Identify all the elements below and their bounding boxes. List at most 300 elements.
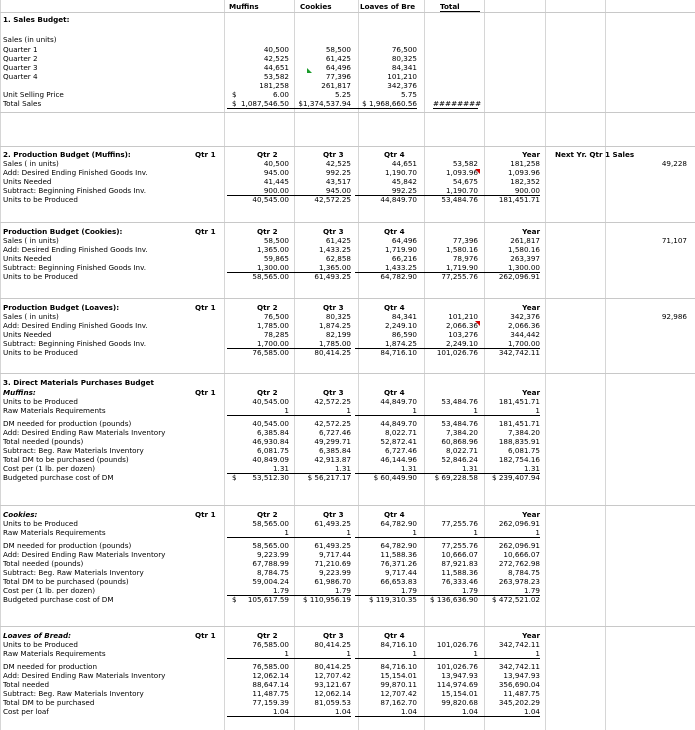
row-label[interactable]: DM needed for production (pounds): [3, 419, 132, 428]
value-cell[interactable]: 77,255.76: [441, 519, 478, 528]
value-cell[interactable]: $1,374,537.94: [285, 99, 351, 109]
value-cell[interactable]: 5.25: [334, 90, 351, 99]
row-label[interactable]: Subtract: Beg. Raw Materials Inventory: [3, 446, 144, 455]
row-label[interactable]: Raw Materials Requirements: [3, 649, 106, 658]
dollar-sign[interactable]: $: [232, 595, 237, 604]
value-cell[interactable]: 44,849.70: [380, 419, 417, 428]
next-year-sales[interactable]: 49,228: [661, 159, 687, 168]
value-cell[interactable]: 60,868.96: [441, 437, 478, 446]
value-cell[interactable]: 80,325: [391, 54, 417, 63]
value-cell[interactable]: 87,921.83: [441, 559, 478, 568]
value-cell[interactable]: $ 1,968,660.56: [350, 99, 417, 109]
value-cell[interactable]: 9,717.44: [318, 550, 351, 559]
value-cell[interactable]: 77,159.39: [252, 698, 289, 707]
value-cell[interactable]: 101,210: [387, 72, 417, 81]
value-cell[interactable]: 188,835.91: [498, 437, 540, 446]
row-label[interactable]: DM needed for production (pounds): [3, 541, 132, 550]
value-cell[interactable]: 13,947.93: [503, 671, 540, 680]
quarter-header[interactable]: Year: [522, 150, 540, 159]
row-label[interactable]: Sales (in units): [3, 35, 57, 44]
row-label[interactable]: Units to be Produced: [3, 195, 78, 204]
value-cell[interactable]: $ 239,407.94: [491, 473, 540, 482]
row-label[interactable]: Add: Desired Ending Raw Materials Inventory: [3, 550, 166, 559]
quarter-header[interactable]: Qtr 2: [257, 631, 278, 640]
value-cell[interactable]: $ 119,310.35: [368, 595, 417, 604]
value-cell[interactable]: $ 69,228.58: [434, 473, 478, 482]
quarter-header[interactable]: Qtr 1: [195, 388, 216, 397]
value-cell[interactable]: 54,675: [452, 177, 478, 186]
muffins-header[interactable]: Muffins: [229, 2, 259, 11]
value-cell[interactable]: 84,341: [391, 63, 417, 72]
value-cell[interactable]: 93,121.67: [314, 680, 351, 689]
value-cell[interactable]: 1: [478, 406, 540, 416]
value-cell[interactable]: $ 110,956.19: [302, 595, 351, 604]
row-label[interactable]: Sales ( in units): [3, 236, 59, 245]
value-cell[interactable]: 40,849.09: [252, 455, 289, 464]
section-title[interactable]: 2. Production Budget (Muffins):: [3, 150, 131, 159]
value-cell[interactable]: 62,858: [325, 254, 351, 263]
value-cell[interactable]: 42,525: [325, 159, 351, 168]
value-cell[interactable]: 11,588.36: [441, 568, 478, 577]
value-cell[interactable]: 1: [227, 406, 289, 416]
value-cell[interactable]: 1,785.00: [289, 339, 351, 349]
row-label[interactable]: Total DM to be purchased: [3, 698, 95, 707]
value-cell[interactable]: 64,782.90: [380, 541, 417, 550]
value-cell[interactable]: 344,442: [510, 330, 540, 339]
row-label[interactable]: Total Sales: [3, 99, 42, 108]
value-cell[interactable]: 76,585.00: [252, 348, 289, 357]
value-cell[interactable]: 84,716.10: [380, 662, 417, 671]
row-label[interactable]: Units to be Produced: [3, 272, 78, 281]
row-label[interactable]: Quarter 2: [3, 54, 38, 63]
value-cell[interactable]: 11,487.75: [252, 689, 289, 698]
value-cell[interactable]: 80,414.25: [314, 640, 351, 649]
row-label[interactable]: Budgeted purchase cost of DM: [3, 595, 114, 604]
row-label[interactable]: Subtract: Beg. Raw Materials Inventory: [3, 568, 144, 577]
quarter-header[interactable]: Qtr 3: [323, 631, 344, 640]
row-label[interactable]: Sales ( in units): [3, 159, 59, 168]
value-cell[interactable]: 42,525: [263, 54, 289, 63]
value-cell[interactable]: 53,512.30: [252, 473, 289, 482]
value-cell[interactable]: 80,414.25: [314, 662, 351, 671]
quarter-header[interactable]: Qtr 4: [384, 303, 405, 312]
value-cell[interactable]: 61,493.25: [314, 272, 351, 281]
value-cell[interactable]: 76,500: [263, 312, 289, 321]
value-cell[interactable]: 1.79: [355, 586, 417, 596]
value-cell[interactable]: 1,580.16: [507, 245, 540, 254]
next-year-sales[interactable]: 71,107: [661, 236, 687, 245]
value-cell[interactable]: 53,582: [452, 159, 478, 168]
value-cell[interactable]: 1: [478, 528, 540, 538]
value-cell[interactable]: 1.04: [416, 707, 478, 717]
row-label[interactable]: Subtract: Beginning Finished Goods Inv.: [3, 263, 147, 272]
quarter-header[interactable]: Qtr 2: [257, 388, 278, 397]
value-cell[interactable]: 45,842: [391, 177, 417, 186]
value-cell[interactable]: 181,258: [259, 81, 289, 90]
row-label[interactable]: Units to be Produced: [3, 519, 78, 528]
row-label[interactable]: Quarter 1: [3, 45, 38, 54]
value-cell[interactable]: 342,742.11: [498, 348, 540, 357]
value-cell[interactable]: 58,565.00: [252, 519, 289, 528]
value-cell[interactable]: 181,451.71: [498, 397, 540, 406]
value-cell[interactable]: 77,255.76: [441, 272, 478, 281]
value-cell[interactable]: 945.00: [263, 168, 289, 177]
row-label[interactable]: Add: Desired Ending Finished Goods Inv.: [3, 245, 148, 254]
row-label[interactable]: Add: Desired Ending Finished Goods Inv.: [3, 168, 148, 177]
value-cell[interactable]: 181,258: [510, 159, 540, 168]
value-cell[interactable]: 1.79: [478, 586, 540, 596]
value-cell[interactable]: 1.04: [478, 707, 540, 717]
value-cell[interactable]: 42,572.25: [314, 397, 351, 406]
value-cell[interactable]: 5.75: [400, 90, 417, 99]
value-cell[interactable]: 81,059.53: [314, 698, 351, 707]
value-cell[interactable]: 53,484.76: [441, 195, 478, 204]
value-cell[interactable]: 64,782.90: [380, 272, 417, 281]
row-label[interactable]: Raw Materials Requirements: [3, 406, 106, 415]
row-label[interactable]: Unit Selling Price: [3, 90, 64, 99]
quarter-header[interactable]: Qtr 4: [384, 227, 405, 236]
value-cell[interactable]: 1.31: [478, 464, 540, 474]
value-cell[interactable]: 12,062.14: [252, 671, 289, 680]
row-label[interactable]: DM needed for production: [3, 662, 98, 671]
quarter-header[interactable]: Year: [522, 510, 540, 519]
quarter-header[interactable]: Qtr 2: [257, 227, 278, 236]
value-cell[interactable]: 262,096.91: [498, 541, 540, 550]
value-cell[interactable]: 1,093.96: [445, 168, 478, 177]
row-label[interactable]: Units Needed: [3, 177, 52, 186]
row-label[interactable]: Sales ( in units): [3, 312, 59, 321]
quarter-header[interactable]: Qtr 2: [257, 303, 278, 312]
value-cell[interactable]: 1: [416, 406, 478, 416]
value-cell[interactable]: 2,249.10: [416, 339, 478, 349]
row-label[interactable]: Cost per (1 lb. per dozen): [3, 586, 96, 595]
value-cell[interactable]: 1,433.25: [355, 263, 417, 273]
row-label[interactable]: Quarter 3: [3, 63, 38, 72]
quarter-header[interactable]: Qtr 1: [195, 150, 216, 159]
section-title[interactable]: 1. Sales Budget:: [3, 15, 70, 24]
row-label[interactable]: Subtract: Beginning Finished Goods Inv.: [3, 339, 147, 348]
quarter-header[interactable]: Qtr 3: [323, 303, 344, 312]
value-cell[interactable]: 49,299.71: [314, 437, 351, 446]
value-cell[interactable]: 77,255.76: [441, 541, 478, 550]
value-cell[interactable]: 1,190.70: [416, 186, 478, 196]
quarter-header[interactable]: Qtr 2: [257, 150, 278, 159]
value-cell[interactable]: 11,487.75: [503, 689, 540, 698]
value-cell[interactable]: 66,653.83: [380, 577, 417, 586]
value-cell[interactable]: 261,817: [321, 81, 351, 90]
value-cell[interactable]: 8,784.75: [507, 568, 540, 577]
next-year-sales[interactable]: 92,986: [661, 312, 687, 321]
value-cell[interactable]: 76,371.26: [380, 559, 417, 568]
value-cell[interactable]: 9,223.99: [256, 550, 289, 559]
value-cell[interactable]: 80,325: [325, 312, 351, 321]
value-cell[interactable]: 1: [416, 649, 478, 659]
dollar-sign[interactable]: $: [232, 473, 237, 482]
value-cell[interactable]: 1,700.00: [227, 339, 289, 349]
value-cell[interactable]: 61,986.70: [314, 577, 351, 586]
value-cell[interactable]: 1: [355, 406, 417, 416]
quarter-header[interactable]: Year: [522, 388, 540, 397]
value-cell[interactable]: 1.31: [289, 464, 351, 474]
value-cell[interactable]: 1: [478, 649, 540, 659]
value-cell[interactable]: 46,930.84: [252, 437, 289, 446]
value-cell[interactable]: 342,376: [387, 81, 417, 90]
value-cell[interactable]: 15,154.01: [380, 671, 417, 680]
value-cell[interactable]: 71,210.69: [314, 559, 351, 568]
value-cell[interactable]: 44,849.70: [380, 195, 417, 204]
quarter-header[interactable]: Qtr 3: [323, 510, 344, 519]
value-cell[interactable]: 58,565.00: [252, 272, 289, 281]
value-cell[interactable]: 342,376: [510, 312, 540, 321]
row-label[interactable]: Total DM to be purchased (pounds): [3, 577, 129, 586]
value-cell[interactable]: 1.79: [416, 586, 478, 596]
value-cell[interactable]: 15,154.01: [441, 689, 478, 698]
value-cell[interactable]: 58,500: [263, 236, 289, 245]
value-cell[interactable]: 43,517: [325, 177, 351, 186]
value-cell[interactable]: 101,210: [448, 312, 478, 321]
value-cell[interactable]: 86,590: [391, 330, 417, 339]
row-label[interactable]: Units to be Produced: [3, 397, 78, 406]
value-cell[interactable]: 87,162.70: [380, 698, 417, 707]
value-cell[interactable]: 40,500: [263, 45, 289, 54]
value-cell[interactable]: 66,216: [391, 254, 417, 263]
value-cell[interactable]: 262,096.91: [498, 272, 540, 281]
value-cell[interactable]: 61,425: [325, 54, 351, 63]
quarter-header[interactable]: Qtr 4: [384, 150, 405, 159]
value-cell[interactable]: 64,496: [325, 63, 351, 72]
value-cell[interactable]: 181,451.71: [498, 195, 540, 204]
value-cell[interactable]: 59,865: [263, 254, 289, 263]
value-cell[interactable]: 1,874.25: [355, 339, 417, 349]
value-cell[interactable]: 2,066.36: [507, 321, 540, 330]
section-title[interactable]: Production Budget (Loaves):: [3, 303, 120, 312]
value-cell[interactable]: 101,026.76: [436, 662, 478, 671]
row-label[interactable]: Quarter 4: [3, 72, 38, 81]
value-cell[interactable]: 58,565.00: [252, 541, 289, 550]
value-cell[interactable]: 12,707.42: [314, 671, 351, 680]
value-cell[interactable]: 1: [227, 649, 289, 659]
value-cell[interactable]: 1,719.90: [416, 263, 478, 273]
value-cell[interactable]: 263,397: [510, 254, 540, 263]
value-cell[interactable]: 1: [289, 406, 351, 416]
quarter-header[interactable]: Qtr 3: [323, 227, 344, 236]
value-cell[interactable]: 1.31: [416, 464, 478, 474]
quarter-header[interactable]: Qtr 1: [195, 631, 216, 640]
value-cell[interactable]: 1,087,546.50: [227, 99, 289, 109]
value-cell[interactable]: 84,341: [391, 312, 417, 321]
value-cell[interactable]: 8,784.75: [256, 568, 289, 577]
value-cell[interactable]: 64,782.90: [380, 519, 417, 528]
section-title[interactable]: Muffins:: [3, 388, 36, 397]
value-cell[interactable]: 342,742.11: [498, 640, 540, 649]
value-cell[interactable]: 76,585.00: [252, 640, 289, 649]
value-cell[interactable]: 103,276: [448, 330, 478, 339]
section-title[interactable]: 3. Direct Materials Purchases Budget: [3, 378, 154, 387]
value-cell[interactable]: 1: [289, 528, 351, 538]
value-cell[interactable]: 900.00: [227, 186, 289, 196]
value-cell[interactable]: 1.79: [289, 586, 351, 596]
row-label[interactable]: Units to be Produced: [3, 640, 78, 649]
value-cell[interactable]: 1.04: [355, 707, 417, 717]
value-cell[interactable]: 1: [227, 528, 289, 538]
value-cell[interactable]: 263,978.23: [498, 577, 540, 586]
value-cell[interactable]: 7,384.20: [507, 428, 540, 437]
quarter-header[interactable]: Qtr 2: [257, 510, 278, 519]
value-cell[interactable]: 78,976: [452, 254, 478, 263]
value-cell[interactable]: 356,690.04: [498, 680, 540, 689]
value-cell[interactable]: 6,385.84: [318, 446, 351, 455]
value-cell[interactable]: 42,572.25: [314, 195, 351, 204]
value-cell[interactable]: 1: [289, 649, 351, 659]
value-cell[interactable]: 945.00: [289, 186, 351, 196]
value-cell[interactable]: 114,974.69: [436, 680, 478, 689]
row-label[interactable]: Total needed (pounds): [3, 437, 84, 446]
value-cell[interactable]: 40,545.00: [252, 397, 289, 406]
value-cell[interactable]: 1,785.00: [256, 321, 289, 330]
row-label[interactable]: Cost per (1 lb. per dozen): [3, 464, 96, 473]
value-cell[interactable]: 13,947.93: [441, 671, 478, 680]
value-cell[interactable]: 6,081.75: [507, 446, 540, 455]
value-cell[interactable]: $ 136,636.90: [429, 595, 478, 604]
value-cell[interactable]: 1,700.00: [478, 339, 540, 349]
value-cell[interactable]: 61,493.25: [314, 519, 351, 528]
quarter-header[interactable]: Qtr 3: [323, 150, 344, 159]
row-label[interactable]: Units to be Produced: [3, 348, 78, 357]
value-cell[interactable]: 52,846.24: [441, 455, 478, 464]
value-cell[interactable]: 1: [355, 528, 417, 538]
value-cell[interactable]: 6.00: [272, 90, 289, 99]
value-cell[interactable]: 61,493.25: [314, 541, 351, 550]
row-label[interactable]: Add: Desired Ending Finished Goods Inv.: [3, 321, 148, 330]
loaves-header[interactable]: Loaves of Bre: [360, 2, 416, 11]
total-header[interactable]: Total: [440, 2, 480, 12]
value-cell[interactable]: 42,913.87: [314, 455, 351, 464]
row-label[interactable]: Cost per loaf: [3, 707, 49, 716]
value-cell[interactable]: 10,666.07: [503, 550, 540, 559]
section-title[interactable]: Cookies:: [3, 510, 38, 519]
value-cell[interactable]: 900.00: [478, 186, 540, 196]
value-cell[interactable]: 105,617.59: [247, 595, 289, 604]
value-cell[interactable]: $ 60,449.90: [373, 473, 417, 482]
quarter-header[interactable]: Qtr 4: [384, 510, 405, 519]
value-cell[interactable]: 53,484.76: [441, 397, 478, 406]
value-cell[interactable]: 99,870.11: [380, 680, 417, 689]
quarter-header[interactable]: Qtr 1: [195, 303, 216, 312]
value-cell[interactable]: 11,588.36: [380, 550, 417, 559]
value-cell[interactable]: 6,727.46: [384, 446, 417, 455]
value-cell[interactable]: 181,451.71: [498, 419, 540, 428]
value-cell[interactable]: 41,445: [263, 177, 289, 186]
value-cell[interactable]: 84,716.10: [380, 640, 417, 649]
row-label[interactable]: Raw Materials Requirements: [3, 528, 106, 537]
value-cell[interactable]: 76,585.00: [252, 662, 289, 671]
value-cell[interactable]: 6,385.84: [256, 428, 289, 437]
quarter-header[interactable]: Qtr 1: [195, 227, 216, 236]
value-cell[interactable]: 1,433.25: [318, 245, 351, 254]
value-cell[interactable]: 261,817: [510, 236, 540, 245]
dollar-sign[interactable]: $: [232, 99, 237, 108]
quarter-header[interactable]: Qtr 4: [384, 631, 405, 640]
next-year-header[interactable]: Next Yr. Qtr 1 Sales: [555, 150, 635, 159]
value-cell[interactable]: $ 472,521.02: [491, 595, 540, 604]
value-cell[interactable]: 53,484.76: [441, 419, 478, 428]
value-cell[interactable]: 6,727.46: [318, 428, 351, 437]
value-cell[interactable]: 6,081.75: [256, 446, 289, 455]
value-cell[interactable]: 2,249.10: [384, 321, 417, 330]
value-cell[interactable]: 7,384.20: [445, 428, 478, 437]
value-cell[interactable]: 40,545.00: [252, 419, 289, 428]
value-cell[interactable]: 58,500: [325, 45, 351, 54]
value-cell[interactable]: 77,396: [452, 236, 478, 245]
row-label[interactable]: Add: Desired Ending Raw Materials Inventory: [3, 428, 166, 437]
value-cell[interactable]: 46,144.96: [380, 455, 417, 464]
value-cell[interactable]: 1,719.90: [384, 245, 417, 254]
value-cell[interactable]: 77,396: [325, 72, 351, 81]
value-cell[interactable]: 76,500: [391, 45, 417, 54]
value-cell[interactable]: 76,333.46: [441, 577, 478, 586]
value-cell[interactable]: 992.25: [355, 186, 417, 196]
value-cell[interactable]: 59,004.24: [252, 577, 289, 586]
value-cell[interactable]: 1,300.00: [227, 263, 289, 273]
value-cell[interactable]: 12,707.42: [380, 689, 417, 698]
value-cell[interactable]: 1.04: [227, 707, 289, 717]
value-cell[interactable]: 64,496: [391, 236, 417, 245]
value-cell[interactable]: 9,717.44: [384, 568, 417, 577]
quarter-header[interactable]: Qtr 1: [195, 510, 216, 519]
value-cell[interactable]: 101,026.76: [436, 640, 478, 649]
section-title[interactable]: Loaves of Bread:: [3, 631, 72, 640]
value-cell[interactable]: 84,716.10: [380, 348, 417, 357]
value-cell[interactable]: 262,096.91: [498, 519, 540, 528]
row-label[interactable]: Add: Desired Ending Raw Materials Inventory: [3, 671, 166, 680]
value-cell[interactable]: 67,788.99: [252, 559, 289, 568]
row-label[interactable]: Total needed: [3, 680, 50, 689]
value-cell[interactable]: 9,223.99: [318, 568, 351, 577]
value-cell[interactable]: 40,500: [263, 159, 289, 168]
row-label[interactable]: Total needed (pounds): [3, 559, 84, 568]
value-cell[interactable]: 1,365.00: [289, 263, 351, 273]
value-cell[interactable]: 342,742.11: [498, 662, 540, 671]
value-cell[interactable]: 1,093.96: [507, 168, 540, 177]
value-cell[interactable]: 42,572.25: [314, 419, 351, 428]
quarter-header[interactable]: Year: [522, 303, 540, 312]
section-title[interactable]: Production Budget (Cookies):: [3, 227, 123, 236]
value-cell[interactable]: ########: [433, 99, 482, 108]
dollar-sign[interactable]: $: [232, 90, 237, 99]
quarter-header[interactable]: Year: [522, 227, 540, 236]
value-cell[interactable]: 1.79: [227, 586, 289, 596]
value-cell[interactable]: 80,414.25: [314, 348, 351, 357]
value-cell[interactable]: 1.31: [227, 464, 289, 474]
value-cell[interactable]: 1,874.25: [318, 321, 351, 330]
value-cell[interactable]: 2,066.36: [445, 321, 478, 330]
value-cell[interactable]: 78,285: [263, 330, 289, 339]
value-cell[interactable]: 40,545.00: [252, 195, 289, 204]
value-cell[interactable]: 44,651: [263, 63, 289, 72]
value-cell[interactable]: 1.31: [355, 464, 417, 474]
value-cell[interactable]: 53,582: [263, 72, 289, 81]
value-cell[interactable]: 8,022.71: [384, 428, 417, 437]
value-cell[interactable]: 992.25: [325, 168, 351, 177]
value-cell[interactable]: 12,062.14: [314, 689, 351, 698]
row-label[interactable]: Subtract: Beginning Finished Goods Inv.: [3, 186, 147, 195]
value-cell[interactable]: 88,647.14: [252, 680, 289, 689]
value-cell[interactable]: $ 56,217.17: [307, 473, 351, 482]
value-cell[interactable]: 345,202.29: [498, 698, 540, 707]
cookies-header[interactable]: Cookies: [300, 2, 332, 11]
value-cell[interactable]: 1,190.70: [384, 168, 417, 177]
value-cell[interactable]: 1: [355, 649, 417, 659]
